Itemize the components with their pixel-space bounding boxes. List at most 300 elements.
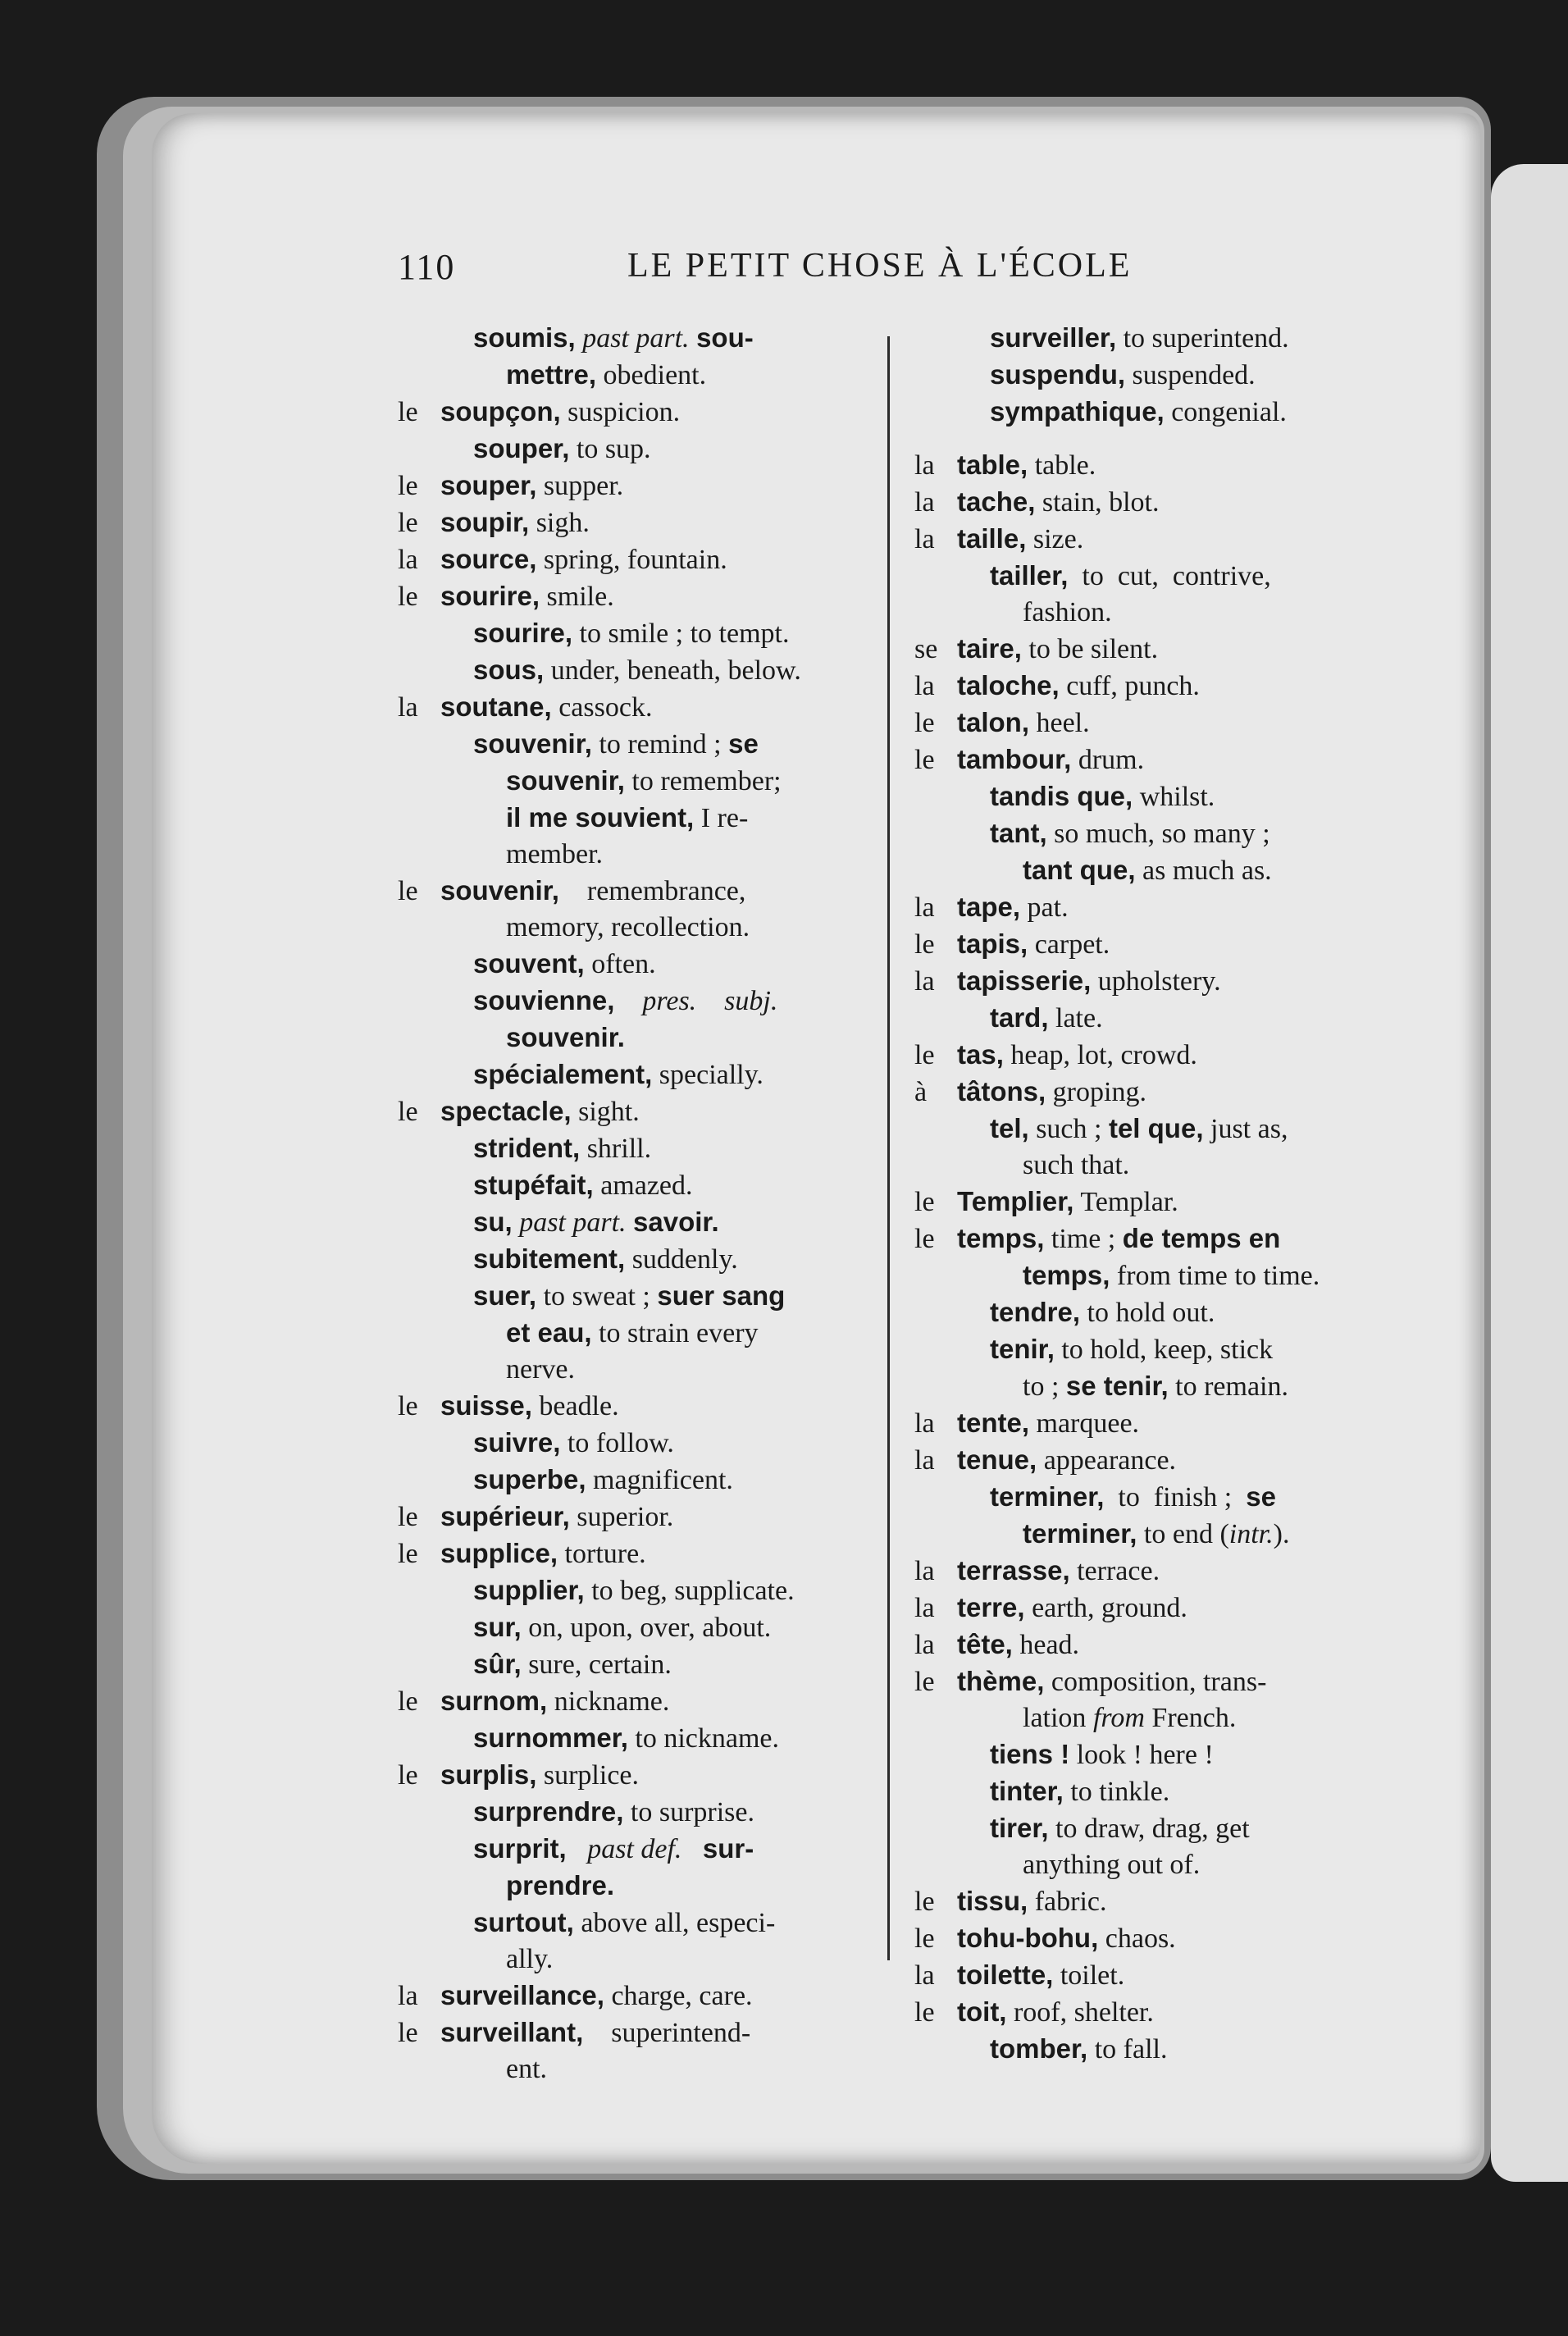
definition-text: charge, care. xyxy=(604,1981,753,2011)
definition-text: chaos. xyxy=(1098,1923,1176,1954)
grammar-note: from xyxy=(1092,1703,1145,1733)
glossary-line xyxy=(398,1572,857,1609)
headword: de temps en xyxy=(1122,1223,1281,1253)
headword: et eau, xyxy=(506,1317,592,1348)
glossary-line xyxy=(914,1663,1374,1700)
definition-text: time ; xyxy=(1044,1224,1123,1254)
headword: tendre, xyxy=(990,1297,1081,1327)
glossary-line xyxy=(398,2051,857,2087)
glossary-line xyxy=(398,873,857,910)
headword: source, xyxy=(440,544,537,574)
glossary-line xyxy=(914,852,1374,889)
headword: surprendre, xyxy=(473,1796,624,1827)
article: la xyxy=(914,1556,935,1586)
definition-text: to ; xyxy=(1023,1371,1066,1402)
definition-text: to hold out. xyxy=(1080,1298,1215,1328)
definition-text: beadle. xyxy=(531,1391,619,1421)
glossary-line xyxy=(914,1257,1374,1294)
definition-text: size. xyxy=(1026,524,1084,554)
glossary-line xyxy=(914,1074,1374,1111)
definition-text: above all, especi- xyxy=(573,1908,776,1938)
glossary-line xyxy=(398,800,857,837)
grammar-note: past part. xyxy=(582,323,690,354)
article: le xyxy=(398,582,418,612)
glossary-line xyxy=(398,1352,857,1388)
glossary-line xyxy=(914,394,1374,431)
headword: tel, xyxy=(990,1113,1029,1143)
definition-text: to hold, keep, stick xyxy=(1054,1335,1274,1365)
headword: surveiller, xyxy=(990,322,1117,353)
glossary-line xyxy=(398,1905,857,1941)
definition-text: to remain. xyxy=(1168,1371,1288,1402)
definition-text: terrace. xyxy=(1069,1556,1160,1586)
article: la xyxy=(398,1981,418,2011)
definition-text: to tinkle. xyxy=(1063,1777,1170,1807)
definition-text: to remember; xyxy=(624,766,782,796)
definition-text: suddenly. xyxy=(625,1244,738,1275)
glossary-line xyxy=(914,447,1374,484)
definition-text: fashion. xyxy=(1023,597,1112,627)
headword: suer, xyxy=(473,1280,537,1311)
article: la xyxy=(914,671,935,701)
glossary-line xyxy=(398,689,857,726)
glossary-line xyxy=(914,1147,1374,1184)
definition-text: such that. xyxy=(1023,1150,1130,1180)
definition-text: memory, recollection. xyxy=(506,912,750,942)
glossary-line xyxy=(398,763,857,800)
definition-text: to surprise. xyxy=(623,1797,754,1827)
definition-text: upholstery. xyxy=(1091,966,1221,997)
glossary-line xyxy=(914,741,1374,778)
definition-text: to fall. xyxy=(1087,2034,1168,2065)
definition-text: just as, xyxy=(1203,1114,1288,1144)
definition-text xyxy=(614,986,642,1016)
headword: surtout, xyxy=(473,1907,574,1937)
article: le xyxy=(914,1224,935,1254)
glossary-line xyxy=(914,705,1374,741)
glossary-line xyxy=(398,1978,857,2014)
article: la xyxy=(914,1445,935,1476)
headword: taloche, xyxy=(957,670,1060,700)
article: la xyxy=(914,1960,935,1991)
headword: tard, xyxy=(990,1002,1049,1033)
article: le xyxy=(914,1187,935,1217)
definition-text: suspended. xyxy=(1125,360,1256,390)
definition-text: heel. xyxy=(1029,708,1090,738)
glossary-line xyxy=(914,778,1374,815)
headword: toit, xyxy=(957,1996,1007,2027)
definition-text: specially. xyxy=(652,1060,763,1090)
headword: tandis que, xyxy=(990,781,1133,811)
headword: tête, xyxy=(957,1629,1013,1659)
glossary-line xyxy=(398,468,857,504)
glossary-line xyxy=(398,1425,857,1462)
headword: temps, xyxy=(957,1223,1045,1253)
headword: supplier, xyxy=(473,1575,585,1605)
definition-text: congenial. xyxy=(1164,397,1287,427)
headword: tomber, xyxy=(990,2033,1088,2064)
definition-text xyxy=(690,323,697,354)
glossary-line xyxy=(914,963,1374,1000)
article: le xyxy=(914,1887,935,1917)
definition-text: ent. xyxy=(506,2054,548,2084)
glossary-line xyxy=(914,1111,1374,1147)
headword: taille, xyxy=(957,523,1027,554)
definition-text: I re- xyxy=(694,803,749,833)
headword: sou- xyxy=(696,322,754,353)
headword: soumis, xyxy=(473,322,576,353)
glossary-line xyxy=(914,1590,1374,1627)
glossary-line xyxy=(398,431,857,468)
article: le xyxy=(398,508,418,538)
headword: se xyxy=(1246,1481,1276,1512)
glossary-line xyxy=(398,1646,857,1683)
running-title: LE PETIT CHOSE À L'ÉCOLE xyxy=(627,247,1133,285)
grammar-note: past def. xyxy=(587,1834,682,1864)
glossary-line xyxy=(398,1204,857,1241)
glossary-line xyxy=(914,631,1374,668)
definition-text: look ! here ! xyxy=(1069,1740,1214,1770)
glossary-line xyxy=(398,837,857,873)
article: le xyxy=(914,1040,935,1070)
glossary-line xyxy=(398,1462,857,1499)
definition-text: composition, trans- xyxy=(1044,1667,1267,1697)
article: le xyxy=(398,1686,418,1717)
glossary-line xyxy=(914,357,1374,394)
headword: tissu, xyxy=(957,1886,1028,1916)
definition-text: toilet. xyxy=(1053,1960,1125,1991)
definition-text: cuff, punch. xyxy=(1059,671,1200,701)
definition-text: ). xyxy=(1273,1519,1290,1549)
definition-text xyxy=(513,1207,520,1238)
headword: souvenir. xyxy=(506,1022,625,1052)
definition-text: carpet. xyxy=(1028,929,1110,960)
glossary-line xyxy=(398,1868,857,1905)
glossary-line xyxy=(398,1609,857,1646)
glossary-line xyxy=(398,1683,857,1720)
glossary-line xyxy=(398,1499,857,1535)
article: à xyxy=(914,1077,928,1107)
headword: souvent, xyxy=(473,948,585,979)
glossary-line xyxy=(398,1241,857,1278)
article: la xyxy=(914,892,935,923)
definition-text: to sup. xyxy=(569,434,651,464)
glossary-line xyxy=(398,1720,857,1757)
article: la xyxy=(914,1593,935,1623)
headword: prendre. xyxy=(506,1870,615,1900)
glossary-line xyxy=(914,1479,1374,1516)
headword: tant, xyxy=(990,818,1047,848)
definition-text: member. xyxy=(506,839,604,869)
headword: surveillance, xyxy=(440,1980,604,2010)
glossary-line xyxy=(398,1278,857,1315)
article: le xyxy=(398,1391,418,1421)
definition-text: lation xyxy=(1023,1703,1093,1733)
headword: terre, xyxy=(957,1592,1025,1622)
grammar-note: intr. xyxy=(1228,1519,1274,1549)
glossary-line xyxy=(914,2031,1374,2068)
definition-text: under, beneath, below. xyxy=(544,655,801,686)
headword: Templier, xyxy=(957,1186,1074,1216)
article: se xyxy=(914,634,938,664)
definition-text: surplice. xyxy=(536,1760,640,1791)
article: le xyxy=(914,708,935,738)
glossary-line xyxy=(914,1847,1374,1883)
headword: su, xyxy=(473,1207,513,1237)
glossary-line xyxy=(914,1331,1374,1368)
glossary-line xyxy=(398,1831,857,1868)
headword: tape, xyxy=(957,892,1021,922)
glossary-line xyxy=(914,1037,1374,1074)
glossary-line xyxy=(914,484,1374,521)
headword: superbe, xyxy=(473,1464,586,1494)
page-number: 110 xyxy=(398,247,456,287)
definition-text: to remind ; xyxy=(591,729,729,760)
definition-text: heap, lot, crowd. xyxy=(1003,1040,1197,1070)
definition-text xyxy=(627,1207,634,1238)
glossary-line xyxy=(398,2014,857,2051)
glossary-line xyxy=(914,1700,1374,1736)
article: le xyxy=(398,1539,418,1569)
facing-page-edge xyxy=(1491,164,1568,2182)
headword: surnom, xyxy=(440,1686,548,1716)
glossary-line xyxy=(914,1810,1374,1847)
glossary-line xyxy=(914,1220,1374,1257)
definition-text: groping. xyxy=(1046,1077,1146,1107)
headword: supérieur, xyxy=(440,1501,570,1531)
definition-text: suspicion. xyxy=(560,397,681,427)
definition-text: superintend- xyxy=(583,2018,751,2048)
definition-text: to cut, contrive, xyxy=(1068,561,1271,591)
headword: souper, xyxy=(473,433,570,463)
headword: toilette, xyxy=(957,1960,1054,1990)
definition-text: French. xyxy=(1144,1703,1237,1733)
glossary-line xyxy=(914,1994,1374,2031)
glossary-line xyxy=(914,1405,1374,1442)
headword: spectacle, xyxy=(440,1096,572,1126)
headword: surveillant, xyxy=(440,2017,584,2047)
article: la xyxy=(398,545,418,575)
headword: mettre, xyxy=(506,359,597,390)
glossary-line xyxy=(398,1794,857,1831)
headword: savoir. xyxy=(633,1207,719,1237)
glossary-line xyxy=(398,578,857,615)
glossary-line xyxy=(398,504,857,541)
definition-text: marquee. xyxy=(1029,1408,1140,1439)
glossary-line xyxy=(398,541,857,578)
headword: souvenir, xyxy=(440,875,559,906)
headword: sur, xyxy=(473,1612,522,1642)
glossary-line xyxy=(398,1056,857,1093)
glossary-column-right xyxy=(914,320,1374,2068)
glossary-line xyxy=(398,652,857,689)
definition-text: smile. xyxy=(540,582,614,612)
article: la xyxy=(914,1630,935,1660)
definition-text: as much as. xyxy=(1135,855,1272,886)
grammar-note: pres. subj. xyxy=(642,986,778,1016)
definition-text: sight. xyxy=(571,1097,640,1127)
glossary-line xyxy=(398,946,857,983)
glossary-line xyxy=(398,1941,857,1978)
headword: souper, xyxy=(440,470,537,500)
headword: tenue, xyxy=(957,1444,1037,1475)
article: le xyxy=(914,929,935,960)
definition-text: stain, blot. xyxy=(1035,487,1160,518)
headword: taire, xyxy=(957,633,1022,664)
definition-text: to beg, supplicate. xyxy=(584,1576,795,1606)
definition-text: such ; xyxy=(1028,1114,1109,1144)
definition-text xyxy=(681,1834,703,1864)
article: la xyxy=(914,966,935,997)
headword: tel que, xyxy=(1108,1113,1204,1143)
headword: souvenir, xyxy=(473,728,592,759)
glossary-line xyxy=(914,1627,1374,1663)
glossary-line xyxy=(398,1093,857,1130)
definition-text: superior. xyxy=(569,1502,674,1532)
glossary-line xyxy=(914,1516,1374,1553)
article: le xyxy=(914,1997,935,2028)
glossary-line xyxy=(914,1294,1374,1331)
article: le xyxy=(914,1667,935,1697)
article: la xyxy=(914,1408,935,1439)
definition-text: nerve. xyxy=(506,1354,576,1385)
glossary-line xyxy=(398,726,857,763)
glossary-line xyxy=(398,910,857,946)
definition-text: so much, so many ; xyxy=(1046,819,1270,849)
headword: suer sang xyxy=(657,1280,786,1311)
glossary-line xyxy=(914,1553,1374,1590)
definition-text: nickname. xyxy=(547,1686,670,1717)
article: le xyxy=(398,471,418,501)
glossary-line xyxy=(914,320,1374,357)
glossary-line xyxy=(914,926,1374,963)
headword: tohu-bohu, xyxy=(957,1923,1099,1953)
headword: tas, xyxy=(957,1039,1004,1070)
headword: sourire, xyxy=(440,581,540,611)
headword: se tenir, xyxy=(1065,1371,1169,1401)
headword: sur- xyxy=(702,1833,754,1864)
definition-text: table. xyxy=(1028,450,1096,481)
article: le xyxy=(914,1923,935,1954)
headword: sous, xyxy=(473,655,545,685)
headword: soutane, xyxy=(440,691,552,722)
definition-text: spring, fountain. xyxy=(536,545,727,575)
headword: talon, xyxy=(957,707,1029,737)
headword: tapisserie, xyxy=(957,965,1092,996)
headword: terrasse, xyxy=(957,1555,1070,1585)
headword: tinter, xyxy=(990,1776,1064,1806)
article: le xyxy=(398,1502,418,1532)
grammar-note: past part. xyxy=(519,1207,627,1238)
article: le xyxy=(398,397,418,427)
article: le xyxy=(398,2018,418,2048)
glossary-line xyxy=(914,668,1374,705)
column-divider xyxy=(887,336,890,1960)
headword: terminer, xyxy=(990,1481,1105,1512)
definition-text: ally. xyxy=(506,1944,554,1974)
headword: tailler, xyxy=(990,560,1069,591)
definition-text: shrill. xyxy=(580,1134,652,1164)
definition-text: obedient. xyxy=(596,360,707,390)
definition-text: magnificent. xyxy=(586,1465,733,1495)
definition-text: to be silent. xyxy=(1021,634,1159,664)
article: le xyxy=(398,1760,418,1791)
definition-text: to smile ; to tempt. xyxy=(572,618,790,649)
definition-text: to nickname. xyxy=(627,1723,780,1754)
definition-text: fabric. xyxy=(1028,1887,1107,1917)
article: la xyxy=(914,450,935,481)
definition-text: earth, ground. xyxy=(1024,1593,1187,1623)
glossary-line xyxy=(914,595,1374,631)
headword: tiens ! xyxy=(990,1739,1070,1769)
glossary-column-left xyxy=(398,320,857,2087)
article: la xyxy=(398,692,418,723)
headword: spécialement, xyxy=(473,1059,653,1089)
page-header xyxy=(398,246,1218,303)
headword: suisse, xyxy=(440,1390,532,1421)
glossary-line xyxy=(398,1388,857,1425)
headword: suspendu, xyxy=(990,359,1126,390)
headword: surprit, xyxy=(473,1833,567,1864)
headword: souvienne, xyxy=(473,985,615,1015)
headword: souvenir, xyxy=(506,765,625,796)
headword: tâtons, xyxy=(957,1076,1046,1106)
definition-text: torture. xyxy=(558,1539,646,1569)
definition-text: Templar. xyxy=(1073,1187,1178,1217)
glossary-line xyxy=(398,1130,857,1167)
definition-text: head. xyxy=(1012,1630,1080,1660)
definition-text: to draw, drag, get xyxy=(1048,1814,1250,1844)
glossary-line xyxy=(914,1184,1374,1220)
definition-text: to finish ; xyxy=(1104,1482,1247,1512)
definition-text: cassock. xyxy=(551,692,653,723)
glossary-line xyxy=(398,394,857,431)
definition-text: to sweat ; xyxy=(536,1281,658,1312)
headword: tirer, xyxy=(990,1813,1049,1843)
headword: thème, xyxy=(957,1666,1045,1696)
headword: se xyxy=(728,728,759,759)
glossary-line xyxy=(914,1000,1374,1037)
definition-text: whilst. xyxy=(1133,782,1215,812)
glossary-line xyxy=(398,320,857,357)
definition-text: drum. xyxy=(1071,745,1145,775)
definition-text: often. xyxy=(584,949,656,979)
definition-text: on, upon, over, about. xyxy=(521,1613,772,1643)
definition-text: to strain every xyxy=(591,1318,759,1348)
glossary-line xyxy=(398,357,857,394)
headword: surnommer, xyxy=(473,1722,628,1753)
definition-text: to superintend. xyxy=(1116,323,1289,354)
glossary-line xyxy=(398,983,857,1020)
article: la xyxy=(914,524,935,554)
definition-text xyxy=(576,323,583,354)
definition-text: late. xyxy=(1048,1003,1103,1033)
headword: sourire, xyxy=(473,618,573,648)
definition-text: anything out of. xyxy=(1023,1850,1201,1880)
headword: stupéfait, xyxy=(473,1170,594,1200)
glossary-line xyxy=(914,521,1374,558)
article: le xyxy=(398,1097,418,1127)
glossary-line xyxy=(914,1883,1374,1920)
headword: supplice, xyxy=(440,1538,558,1568)
article: la xyxy=(914,487,935,518)
headword: suivre, xyxy=(473,1427,561,1458)
headword: tambour, xyxy=(957,744,1072,774)
definition-text: sure, certain. xyxy=(521,1649,672,1680)
glossary-line xyxy=(914,1920,1374,1957)
article: le xyxy=(914,745,935,775)
headword: sûr, xyxy=(473,1649,522,1679)
